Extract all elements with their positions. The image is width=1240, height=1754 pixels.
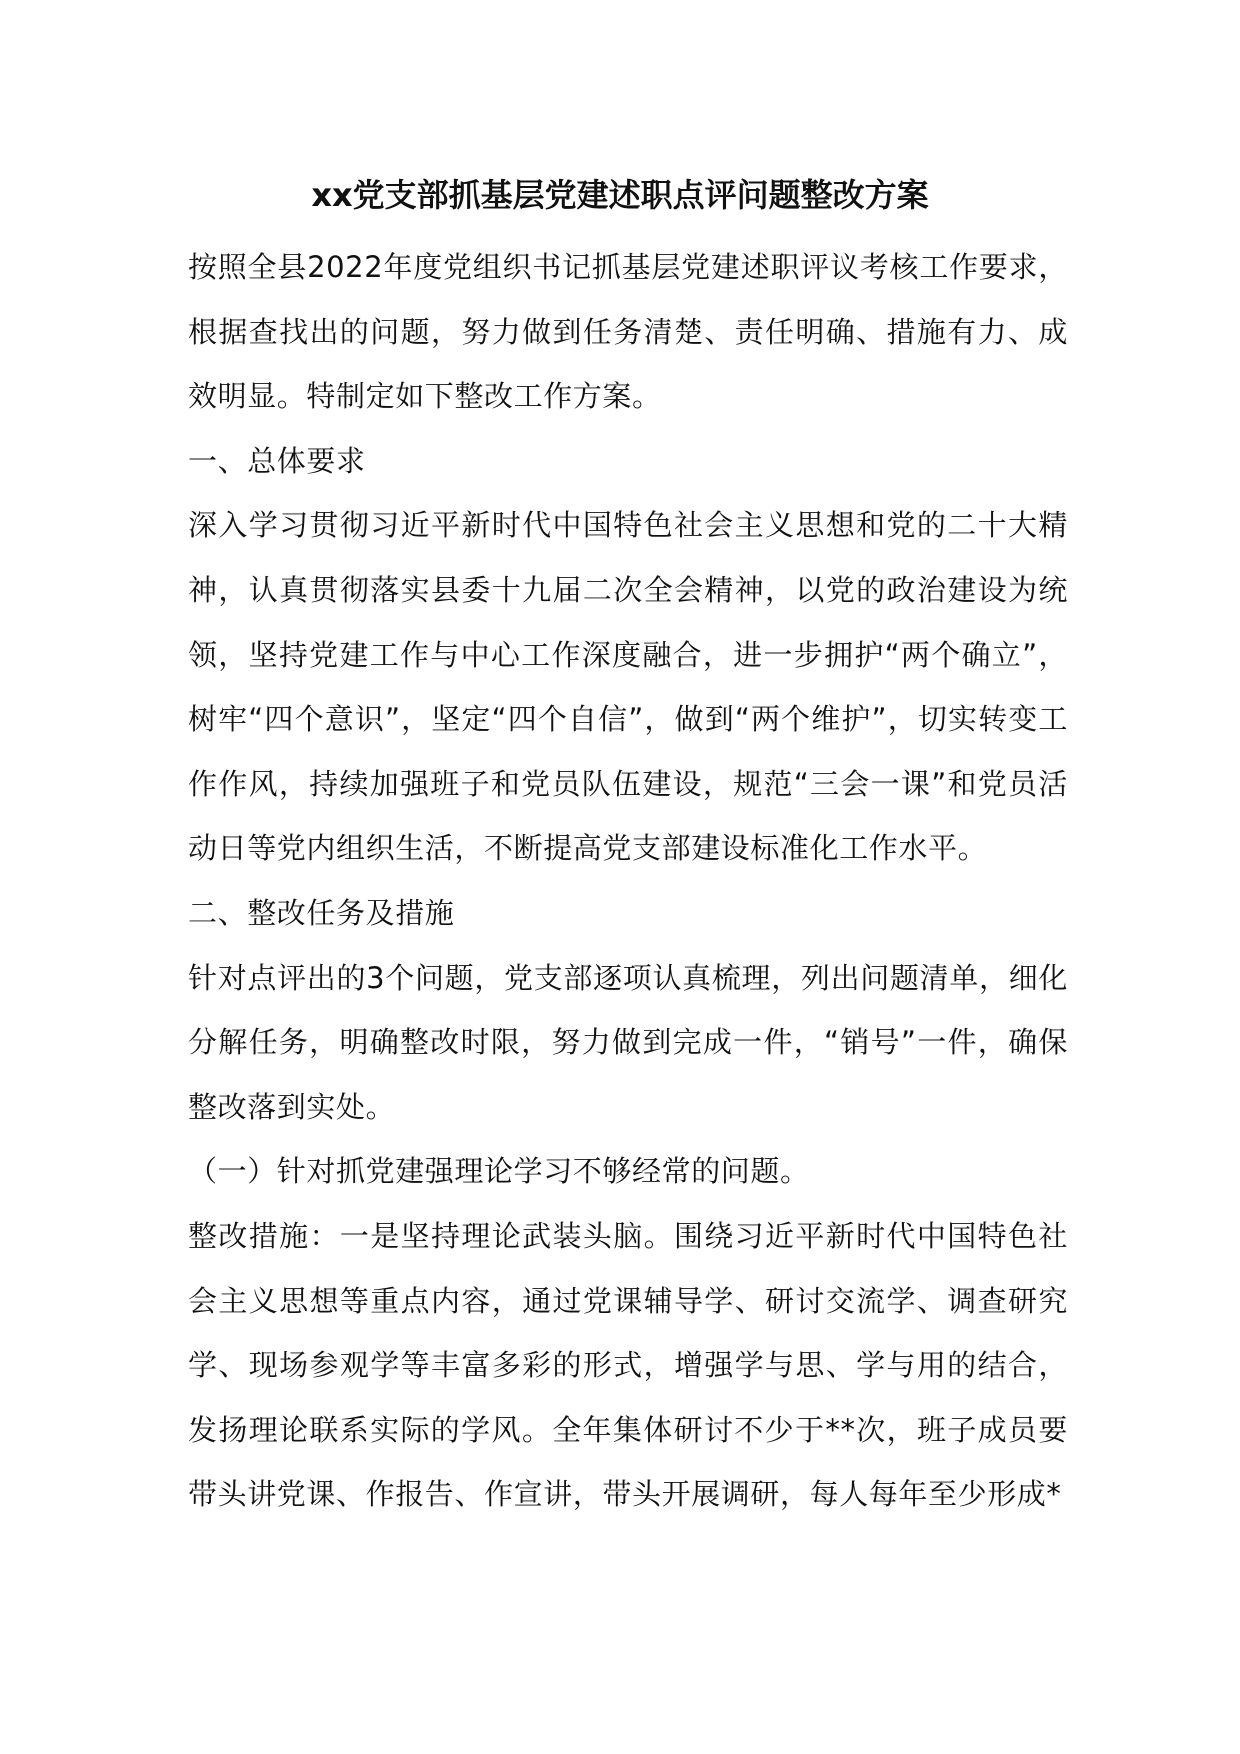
section-heading-general-requirements: 一、总体要求 xyxy=(188,443,366,478)
intro-paragraph: 按照全县2022年度党组织书记抓基层党建述职评议考核工作要求，根据查找出的问题，努力做到任务清楚、责任明确、措施有力、成效明显。特制定如下整改工作方案。 xyxy=(188,250,1068,414)
general-requirements-paragraph: 深入学习贯彻习近平新时代中国特色社会主义思想和党的二十大精神，认真贯彻落实县委十九届二次全会精神，以党的政治建设为统领，坚持党建工作与中心工作深度融合，进一步拥护“两个确立”，树牢“四个意识”，坚定“四个自信”，做到“两个维护”，切实转变工作作风，持续加强班子和党员队伍建设，规范“三会一课”和党员活动日等党内组织生活，不断提高党支部建设标准化工作水平。 xyxy=(188,508,1068,866)
subsection-heading-theory-study: （一）针对抓党建强理论学习不够经常的问题。 xyxy=(188,1154,810,1189)
document-title: xx党支部抓基层党建述职点评问题整改方案 xyxy=(311,176,929,214)
document-body xyxy=(188,235,1068,1527)
tasks-measures-paragraph: 针对点评出的3个问题，党支部逐项认真梳理，列出问题清单，细化分解任务，明确整改时限，努力做到完成一件，“销号”一件，确保整改落到实处。 xyxy=(188,960,1068,1124)
section-heading-tasks-measures: 二、整改任务及措施 xyxy=(188,895,455,930)
rectification-measures-paragraph: 整改措施：一是坚持理论武装头脑。围绕习近平新时代中国特色社会主义思想等重点内容，通过党课辅导学、研讨交流学、调查研究学、现场参观学等丰富多彩的形式，增强学与思、学与用的结合，发扬理论联系实际的学风。全年集体研讨不少于**次，班子成员要带头讲党课、作报告、作宣讲，带头开展调研，每人每年至少形成* xyxy=(188,1218,1068,1512)
